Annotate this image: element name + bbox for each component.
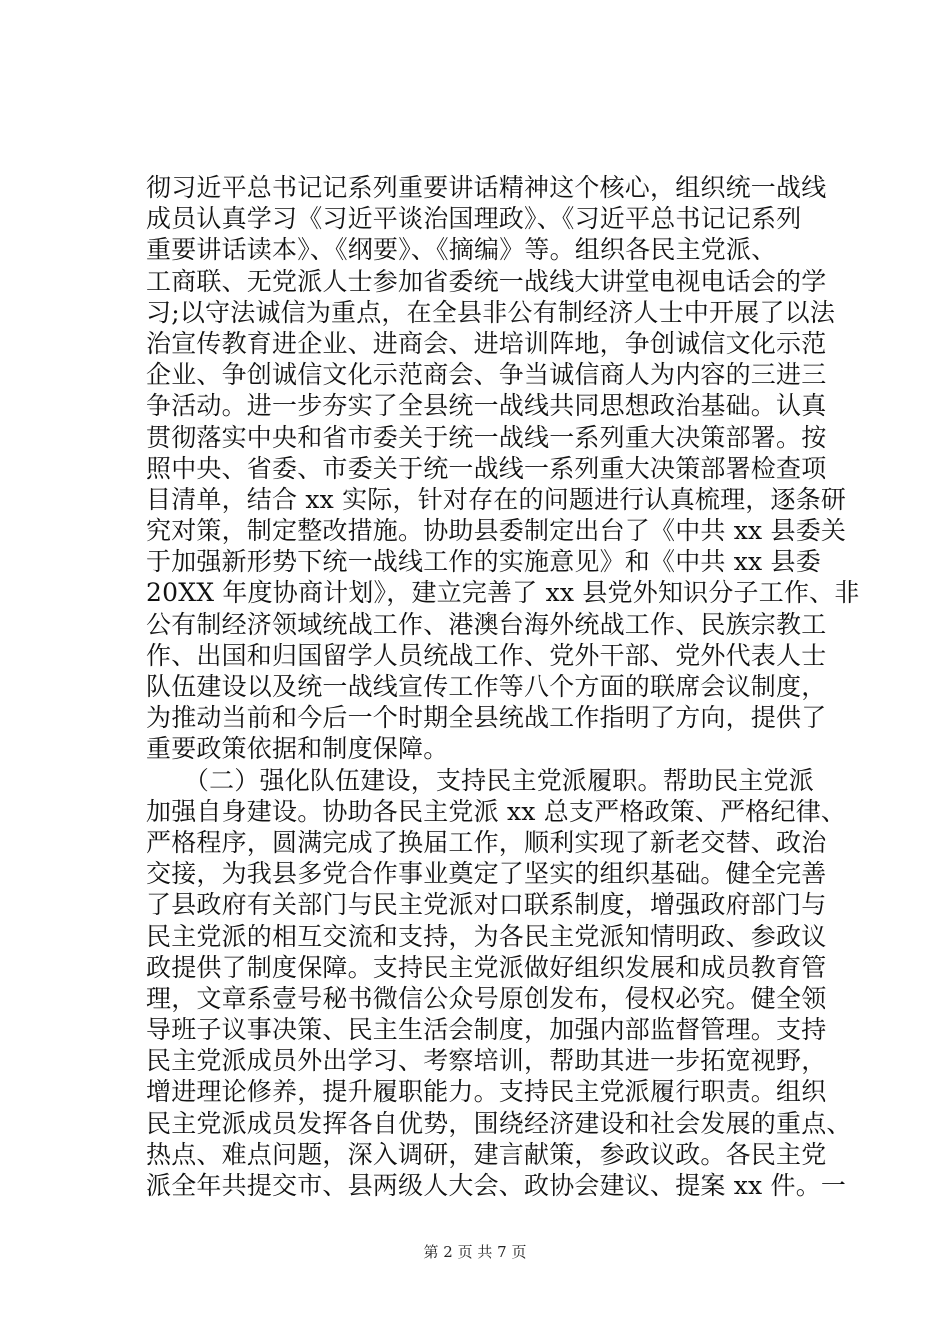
text-line: 增进理论修养，提升履职能力。支持民主党派履行职责。组织 [146,1077,827,1107]
page-footer: 第 2 页 共 7 页 [423,1243,527,1261]
text-line: 民主党派的相互交流和支持，为各民主党派知情明政、参政议 [146,921,827,951]
text-line: 为推动当前和今后一个时期全县统战工作指明了方向，提供了 [146,703,827,733]
text-line: 成员认真学习《习近平谈治国理政》、《习近平总书记记系列 [146,204,802,234]
text-line: 争活动。进一步夯实了全县统一战线共同思想政治基础。认真 [146,391,827,421]
text-line: 理，文章系壹号秘书微信公众号原创发布，侵权必究。健全领 [146,983,827,1013]
text-line: 交接，为我县多党合作事业奠定了坚实的组织基础。健全完善 [146,859,827,889]
text-line: 重要讲话读本》、《纲要》、《摘编》等。组织各民主党派、 [146,235,777,265]
text-line: 政提供了制度保障。支持民主党派做好组织发展和成员教育管 [146,952,827,982]
text-line: 热点、难点问题，深入调研，建言献策，参政议政。各民主党 [146,1139,827,1169]
text-line: 严格程序，圆满完成了换届工作，顺利实现了新老交替、政治 [146,827,827,857]
text-line: 治宣传教育进企业、进商会、进培训阵地，争创诚信文化示范 [146,328,827,358]
text-line: 民主党派成员发挥各自优势，围绕经济建设和社会发展的重点、 [146,1108,852,1138]
text-line: 究对策，制定整改措施。协助县委制定出台了《中共 xx 县委关 [146,516,847,546]
text-line: 了县政府有关部门与民主党派对口联系制度，增强政府部门与 [146,890,827,920]
document-body [146,172,860,1201]
text-line: 目清单，结合 xx 实际，针对存在的问题进行认真梳理，逐条研 [146,484,847,514]
text-line: 队伍建设以及统一战线宣传工作等八个方面的联席会议制度， [146,672,827,701]
text-line: 贯彻落实中央和省市委关于统一战线一系列重大决策部署。按 [146,422,827,452]
text-line: 重要政策依据和制度保障。 [146,734,449,764]
text-line: 派全年共提交市、县两级人大会、政协会建议、提案 xx 件。一 [146,1171,847,1200]
text-line: 导班子议事决策、民主生活会制度，加强内部监督管理。支持 [146,1015,827,1045]
text-line: （二）强化队伍建设，支持民主党派履职。帮助民主党派 [146,765,814,795]
text-line: 公有制经济领域统战工作、港澳台海外统战工作、民族宗教工 [146,609,827,639]
text-line: 作、出国和归国留学人员统战工作、党外干部、党外代表人士 [146,640,827,670]
text-line: 加强自身建设。协助各民主党派 xx 总支严格政策、严格纪律、 [146,796,847,826]
text-line: 企业、争创诚信文化示范商会、争当诚信商人为内容的三进三 [146,360,827,390]
text-line: 工商联、无党派人士参加省委统一战线大讲堂电视电话会的学 [146,266,827,296]
text-line: 民主党派成员外出学习、考察培训，帮助其进一步拓宽视野， [146,1046,827,1076]
text-line: 习;以守法诚信为重点，在全县非公有制经济人士中开展了以法 [146,297,836,327]
text-line: 于加强新形势下统一战线工作的实施意见》和《中共 xx 县委 [146,547,821,577]
text-line: 照中央、省委、市委关于统一战线一系列重大决策部署检查项 [146,453,827,483]
text-line: 20XX 年度协商计划》，建立完善了 xx 县党外知识分子工作、非 [146,578,860,608]
text-line: 彻习近平总书记记系列重要讲话精神这个核心，组织统一战线 [146,173,827,202]
